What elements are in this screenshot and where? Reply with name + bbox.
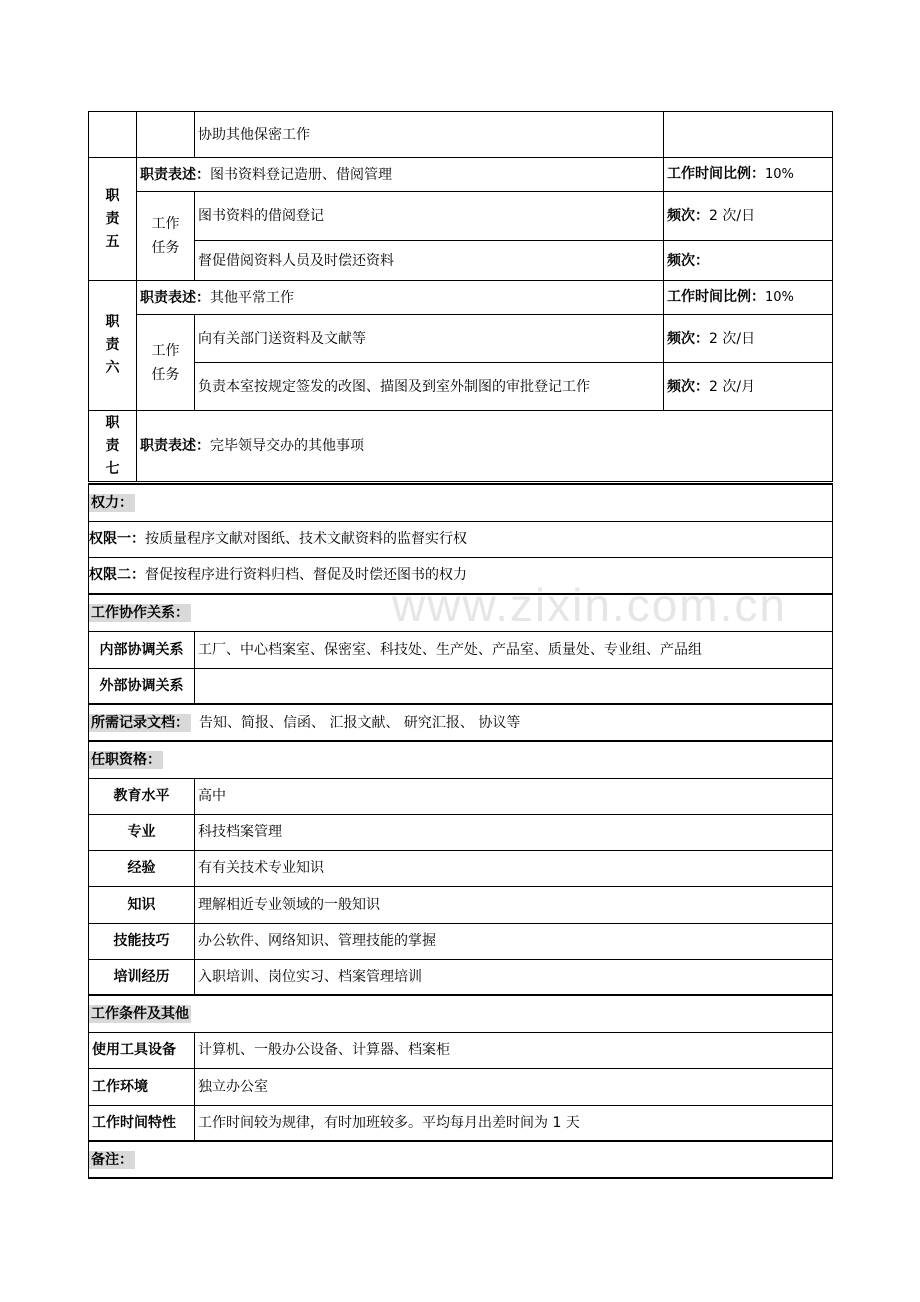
duty6-label: 职责六 xyxy=(105,314,120,376)
internal-row xyxy=(89,631,833,668)
duty5-desc-row xyxy=(89,158,833,192)
freq-cell xyxy=(664,315,833,363)
empty-cell xyxy=(137,112,195,158)
freq-label: 频次： xyxy=(667,330,709,347)
duty-row-continuation xyxy=(89,112,833,158)
duty6-ratio-cell xyxy=(664,281,833,315)
remarks-cell xyxy=(89,1141,833,1178)
authority-item-cell xyxy=(89,521,833,557)
task-text: 图书资料的借阅登记 xyxy=(195,192,664,241)
authority-label: 权限一： xyxy=(89,531,145,547)
duty5-ratio-cell xyxy=(664,158,833,192)
duty5-label-cell xyxy=(89,158,137,281)
authority-header: 权力： xyxy=(91,494,133,511)
duty7-row xyxy=(89,411,833,482)
conditions-label: 使用工具设备 xyxy=(89,1032,195,1068)
freq-cell xyxy=(664,112,833,158)
conditions-header-row xyxy=(89,995,833,1032)
authority-item-row xyxy=(89,521,833,557)
external-label: 外部协调关系 xyxy=(89,668,195,704)
duty7-label-cell xyxy=(89,411,137,482)
qualification-value: 有有关技术专业知识 xyxy=(195,850,833,886)
duty6-task-row xyxy=(89,363,833,411)
qualification-label: 教育水平 xyxy=(89,778,195,814)
ratio-label: 工作时间比例： xyxy=(667,289,765,305)
duty5-ratio: 10% xyxy=(765,167,794,182)
cooperation-header-cell xyxy=(89,594,833,631)
freq-value: 2 次/月 xyxy=(709,378,756,395)
duty6-desc-row xyxy=(89,281,833,315)
qualification-row xyxy=(89,778,833,814)
internal-value: 工厂、中心档案室、保密室、科技处、生产处、产品室、质量处、专业组、产品组 xyxy=(195,631,833,668)
cooperation-header-row xyxy=(89,594,833,631)
empty-cell xyxy=(89,112,137,158)
conditions-value: 独立办公室 xyxy=(195,1068,833,1105)
task-label: 工作任务 xyxy=(151,342,180,383)
qualification-label: 专业 xyxy=(89,814,195,850)
task-text: 负责本室按规定签发的改图、描图及到室外制图的审批登记工作 xyxy=(195,363,664,411)
conditions-row xyxy=(89,1032,833,1068)
qualification-label: 培训经历 xyxy=(89,959,195,995)
freq-cell xyxy=(664,192,833,241)
task-text: 向有关部门送资料及文献等 xyxy=(195,315,664,363)
duty5-label: 职责五 xyxy=(105,187,120,250)
freq-cell xyxy=(664,241,833,281)
authority-header-cell xyxy=(89,484,833,521)
qualification-row xyxy=(89,959,833,995)
ratio-label: 工作时间比例： xyxy=(667,166,765,182)
qualification-row xyxy=(89,923,833,959)
freq-value: 2 次/日 xyxy=(709,330,756,347)
qualification-row xyxy=(89,850,833,886)
remarks-label: 备注： xyxy=(91,1151,133,1168)
records-cell xyxy=(89,704,833,741)
authority-header-row xyxy=(89,484,833,521)
duty5-task-row xyxy=(89,241,833,281)
duty6-task-label-cell xyxy=(137,315,195,411)
watermark: www.zixin.com.cn xyxy=(392,579,787,631)
conditions-header-cell xyxy=(89,995,833,1032)
duty5-desc: 图书资料登记造册、借阅管理 xyxy=(210,166,392,183)
records-label: 所需记录文档： xyxy=(91,714,189,731)
conditions-row xyxy=(89,1068,833,1105)
duty6-ratio: 10% xyxy=(765,290,794,305)
qualification-value: 科技档案管理 xyxy=(195,814,833,850)
qualification-header: 任职资格： xyxy=(91,751,161,768)
freq-label: 频次： xyxy=(667,252,709,269)
qualification-value: 高中 xyxy=(195,778,833,814)
cooperation-header: 工作协作关系： xyxy=(91,604,189,621)
freq-value: 2 次/日 xyxy=(709,208,756,224)
authority-text: 按质量程序文献对图纸、技术文献资料的监督实行权 xyxy=(145,531,467,547)
conditions-value: 工作时间较为规律，有时加班较多。平均每月出差时间为 1 天 xyxy=(195,1105,833,1141)
duty6-label-cell xyxy=(89,281,137,411)
duty7-label: 职责七 xyxy=(105,414,120,477)
qualification-value: 理解相近专业领域的一般知识 xyxy=(195,886,833,923)
qualification-label: 经验 xyxy=(89,850,195,886)
desc-label: 职责表述： xyxy=(140,438,210,454)
records-value: 告知、简报、信函、 汇报文献、 研究汇报、 协议等 xyxy=(199,714,521,731)
duty6-desc-cell xyxy=(137,281,664,315)
authority-item-cell xyxy=(89,557,833,594)
desc-label: 职责表述： xyxy=(140,166,210,183)
conditions-label: 工作时间特性 xyxy=(89,1105,195,1141)
conditions-header: 工作条件及其他 xyxy=(91,1005,189,1022)
conditions-row xyxy=(89,1105,833,1141)
conditions-label: 工作环境 xyxy=(89,1068,195,1105)
freq-label: 频次： xyxy=(667,378,709,395)
duty6-desc: 其他平常工作 xyxy=(210,289,294,306)
authority-label: 权限二： xyxy=(89,567,145,584)
details-table xyxy=(88,483,833,1179)
remarks-row xyxy=(89,1141,833,1178)
duty6-task-row xyxy=(89,315,833,363)
duties-table xyxy=(88,111,833,482)
qualification-label: 技能技巧 xyxy=(89,923,195,959)
duty5-task-label-cell xyxy=(137,192,195,281)
authority-item-row xyxy=(89,557,833,594)
task-label: 工作任务 xyxy=(151,216,180,256)
duty7-desc-cell xyxy=(137,411,833,482)
qualification-header-row xyxy=(89,741,833,778)
external-row xyxy=(89,668,833,704)
duty5-desc-cell xyxy=(137,158,664,192)
records-row xyxy=(89,704,833,741)
external-value xyxy=(195,668,833,704)
qualification-row xyxy=(89,814,833,850)
qualification-header-cell xyxy=(89,741,833,778)
internal-label: 内部协调关系 xyxy=(89,631,195,668)
task-text: 协助其他保密工作 xyxy=(195,112,664,158)
qualification-value: 入职培训、岗位实习、档案管理培训 xyxy=(195,959,833,995)
desc-label: 职责表述： xyxy=(140,289,210,306)
freq-label: 频次： xyxy=(667,208,709,224)
qualification-value: 办公软件、网络知识、管理技能的掌握 xyxy=(195,923,833,959)
authority-text: 督促按程序进行资料归档、督促及时偿还图书的权力 xyxy=(145,567,467,584)
duty7-desc: 完毕领导交办的其他事项 xyxy=(210,438,364,454)
freq-cell xyxy=(664,363,833,411)
conditions-value: 计算机、一般办公设备、计算器、档案柜 xyxy=(195,1032,833,1068)
qualification-label: 知识 xyxy=(89,886,195,923)
duty5-task-row xyxy=(89,192,833,241)
task-text: 督促借阅资料人员及时偿还资料 xyxy=(195,241,664,281)
qualification-row xyxy=(89,886,833,923)
